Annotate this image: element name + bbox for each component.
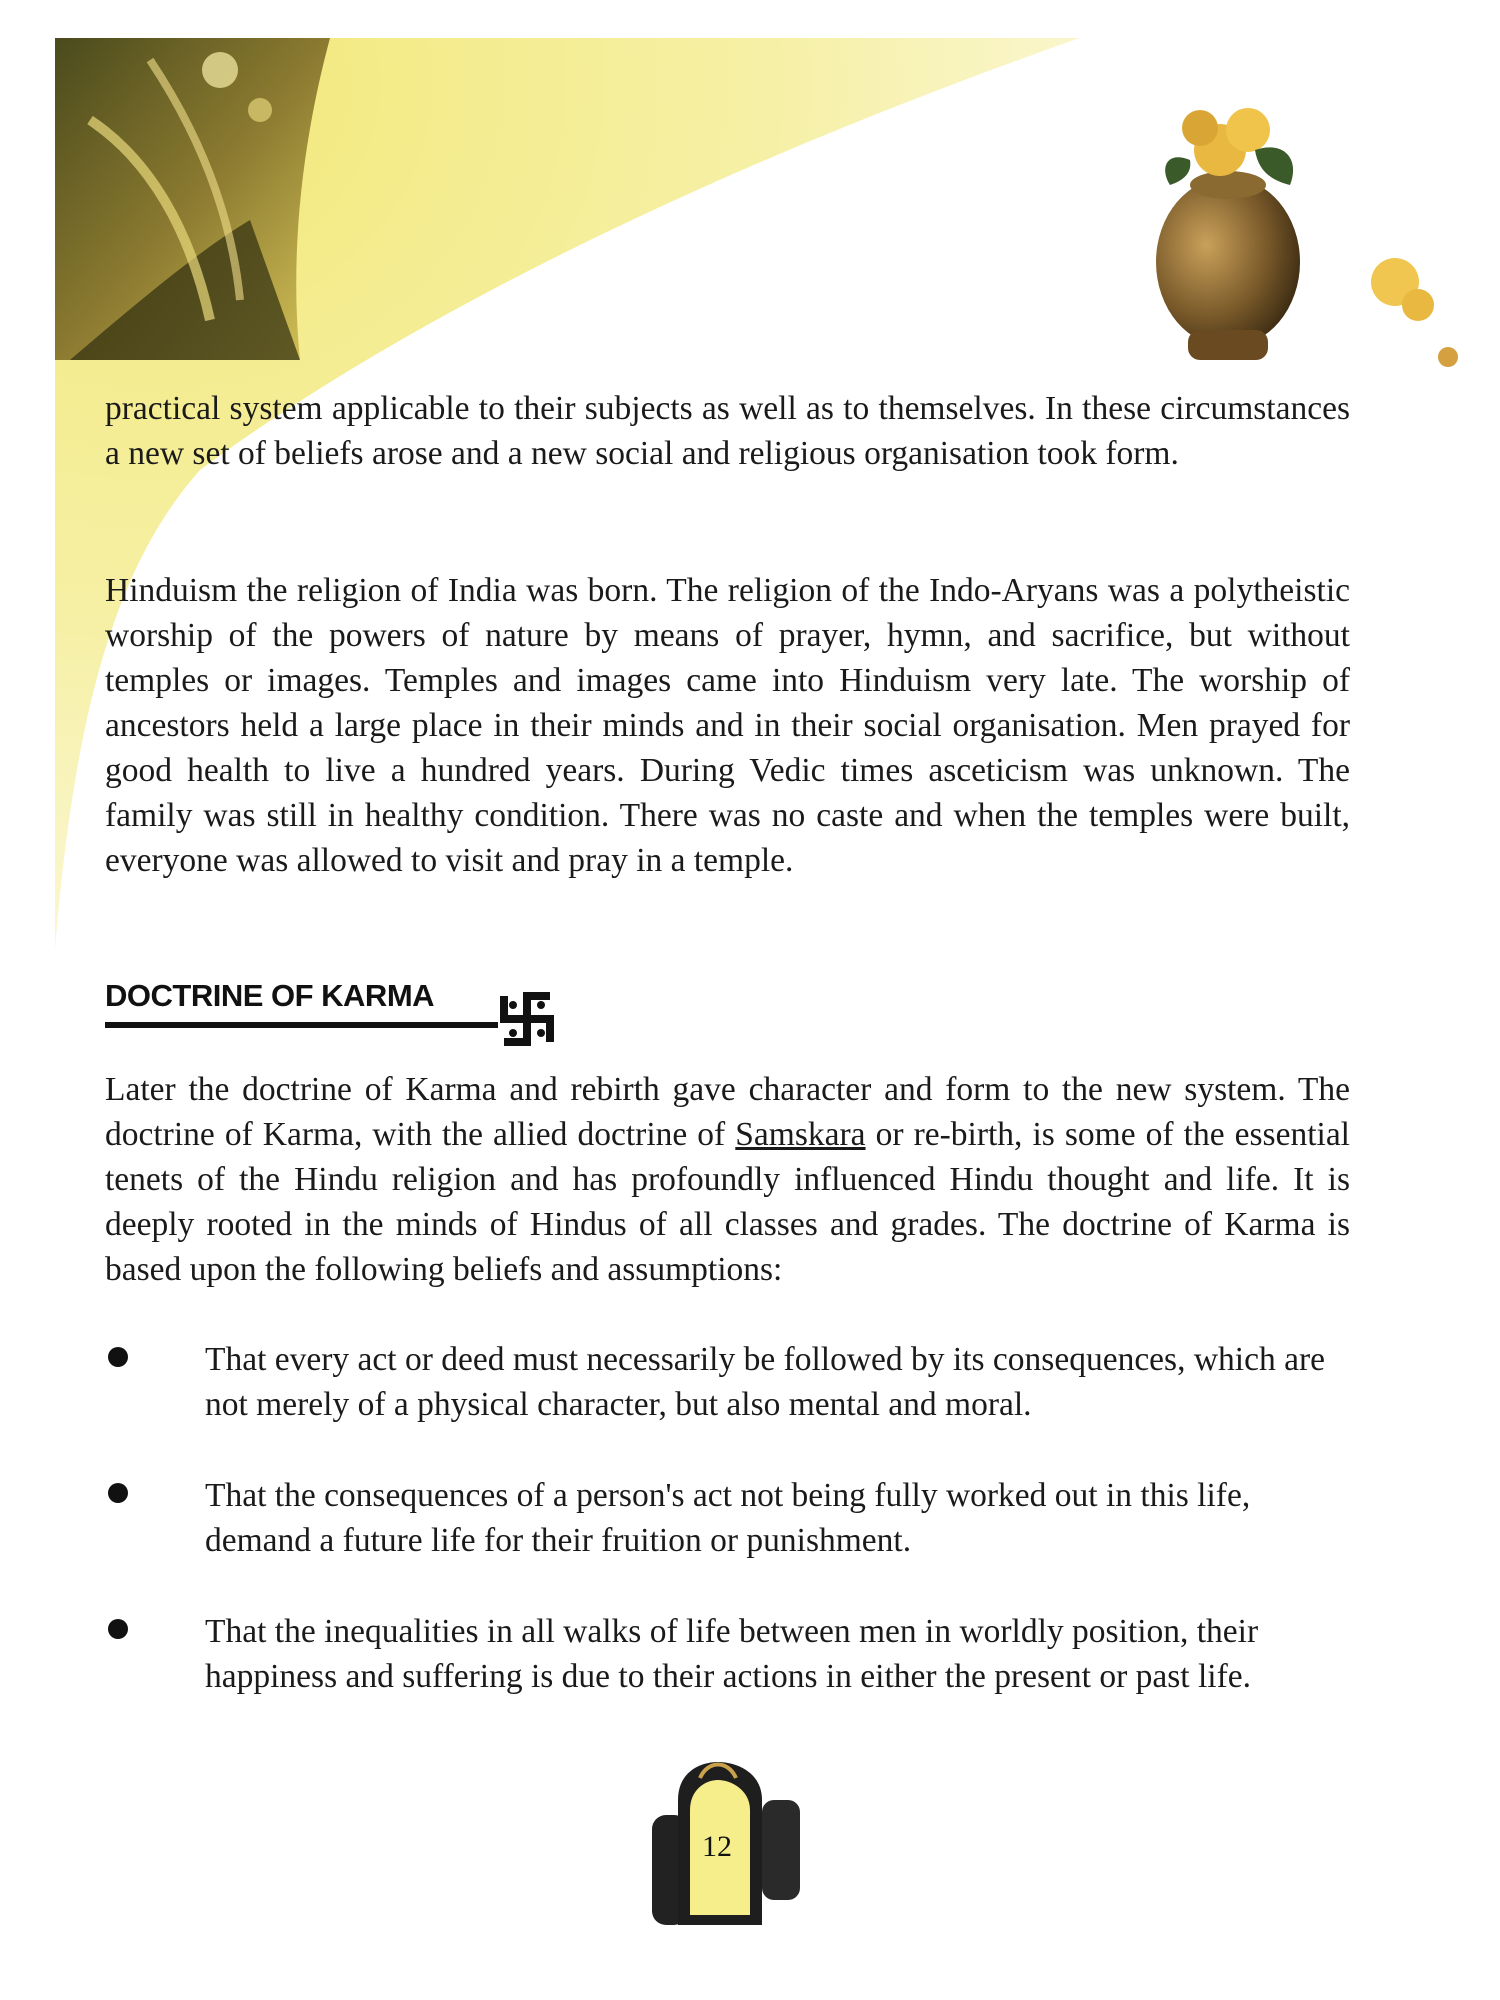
paragraph-text: Hinduism the religion of India was born. The religion of the Indo-Aryans was a polytheistic worship of the powers of nature by means of prayer, hymn, and sacrifice, but without temples or images. Temples and images came into Hinduism very late. The worship of ancestors held a large place in their minds and in their social organisation. Men prayed for good health to live a hundred years. During Vedic times asceticism was unknown. The family was still in healthy condition. There was no caste and when the temples were built, everyone was allowed to visit and pray in a temple. [105,572,1350,879]
paragraph-text [105,1067,1350,1292]
list-item [105,1473,1350,1563]
swastika-icon [496,988,558,1050]
list-item-text: That the inequalities in all walks of life between men in worldly position, their happiness and suffering is due to their actions in either the present or past life. [205,1613,1259,1695]
list-item-text: That the consequences of a person's act not being fully worked out in this life, demand a future life for their fruition or punishment. [205,1477,1251,1559]
paragraph-text: practical system applicable to their subjects as well as to themselves. In these circumstances a new set of beliefs arose and a new social and religious organisation took form. [105,390,1350,472]
karma-intro-part2: or re-birth, is some of the essential tenets of the Hindu religion and has profoundly influenced Hindu thought and life. It is deeply rooted in the minds of Hindus of all classes and grades. The doctrine of Karma is based upon the following beliefs and assumptions: [105,1116,1350,1288]
brass-pot-image [1156,108,1458,367]
list-item-text: That every act or deed must necessarily be followed by its consequences, which are not merely of a physical character, but also mental and moral. [205,1341,1325,1423]
bullet-flower-icon [107,1346,129,1368]
page-number: 12 [702,1830,732,1863]
paragraph-hinduism [105,568,1350,883]
paragraph-karma [105,1067,1350,1292]
list-item [105,1609,1350,1699]
paragraph-intro [105,386,1350,476]
beliefs-list [105,1337,1350,1745]
section-heading: DOCTRINE OF KARMA [105,978,435,1013]
bullet-flower-icon [107,1618,129,1640]
bullet-flower-icon [107,1482,129,1504]
samskara-term: Samskara [735,1116,866,1153]
list-item [105,1337,1350,1427]
heading-underline [105,1022,498,1028]
karma-intro-part1: Later the doctrine of Karma and rebirth gave character and form to the new system. The doctrine of Karma, with the allied doctrine of [105,1071,1350,1153]
